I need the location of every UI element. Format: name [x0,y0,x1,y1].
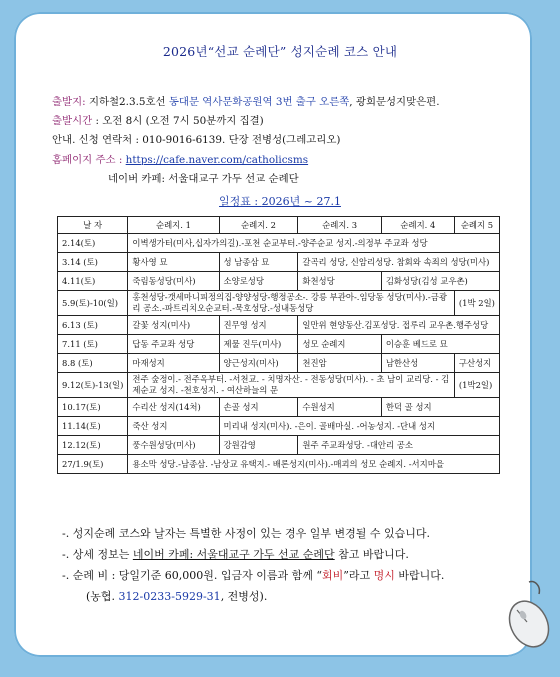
homepage-link[interactable]: https://cafe.naver.com/catholicsms [125,153,309,166]
account-bank: (농협. [86,590,119,603]
row-site: 양근성지(미사) [219,354,298,373]
table-row [58,272,500,291]
table-row [58,335,500,354]
account-number: 312-0233-5929-31 [118,590,221,603]
note-text: ”라고 [343,569,374,582]
schedule-table [57,216,500,474]
depart-time-row [52,112,512,131]
header-site-2: 순례지. 2 [219,217,298,234]
table-row [58,373,500,398]
note-text: 바랍니다. [394,569,445,582]
row-date: 9.12(토)-13(일) [58,373,128,398]
contact-label: 안내. 신청 연락처 [52,134,133,147]
row-site: 갈꽃 성지(미사) [128,316,219,335]
row-date: 8.8 (토) [58,354,128,373]
row-site: 구산성지 [454,354,499,373]
row-site: 성 남종삼 묘 [219,253,298,272]
depart-time-value: : 오전 8시 (오전 7시 50분까지 집결) [92,115,264,128]
row-duration: (1박 2일) [454,291,499,316]
note-highlight: 회비 [322,569,344,582]
header-site-3: 순례지. 3 [298,217,381,234]
table-header-row [58,217,500,234]
row-site: 죽림동성당(미사) [128,272,219,291]
row-site: 성모 순례지 [298,335,381,354]
row-site: 김화성당(김성 교우촌) [381,272,499,291]
homepage-sub: 네이버 카페: 서울대교구 가두 선교 순례단 [108,172,299,185]
note-text: -. 상세 정보는 [62,548,133,561]
header-site-1: 순례지. 1 [128,217,219,234]
contact-value: : 010-9016-6139. 단장 전병성(그레고리오) [132,134,341,147]
row-site: 제물 진두(미사) [219,335,298,354]
row-date: 7.11 (토) [58,335,128,354]
note-cafe-name: 네이버 카페: 서울대교구 가두 선교 순례단 [132,548,335,561]
row-site: 황사영 묘 [128,253,219,272]
info-block [52,93,512,189]
row-site: 풍수원성당(미사) [128,436,219,455]
depart-place-label: 출발지: [52,96,86,108]
note-text: -. 순례 비 : 당일기준 60,000원. 입금자 이름과 함께 “ [62,569,323,582]
depart-place-text: 지하철2.3.5호선 [88,96,169,108]
row-itinerary: 전주 숲정이.- 전주옥부터. -서천교. - 치명자산. - 전동성당(미사). - 초 남이 교리당. - 김제순교 성지. -천호성지. - 여산하늘의 문 [128,373,455,398]
row-site: 강원감영 [219,436,298,455]
row-itinerary: 용소막 성당.-남종삼. -남상교 유택지.- 배론성지(미사).-매괴의 성모 순례지. -서지마을 [128,455,500,474]
row-date: 12.12(토) [58,436,128,455]
schedule-title [0,193,560,209]
depart-place-station: 동대문 역사문화공원역 3번 출구 오른쪽 [168,96,350,108]
depart-time-label: 출발시간 [52,115,93,128]
row-site: 소양로성당 [219,272,298,291]
row-site: 화천성당 [298,272,381,291]
row-site: 한덕 골 성지 [381,398,499,417]
note-line [62,544,532,565]
table-row [58,253,500,272]
schedule-title-label: 일정표 : [219,195,262,208]
row-date: 6.13 (토) [58,316,128,335]
row-duration: (1박2일) [454,373,499,398]
row-site: 수원성지 [298,398,381,417]
schedule-title-range: 2026년 ~ 27.1 [261,195,341,208]
table-row [58,455,500,474]
row-date: 4.11(토) [58,272,128,291]
header-site-4: 순례지. 4 [381,217,454,234]
row-site: 이승훈 베드로 묘 [381,335,499,354]
row-date: 3.14 (토) [58,253,128,272]
row-site: 수리산 성지(14처) [128,398,219,417]
page-title: 2026년“선교 순례단” 성지순례 코스 안내 [162,44,398,59]
row-itinerary: 미리내 성지(미사). -은이. 골배마실. -어농성지. -단내 성지 [219,417,499,436]
row-date: 27/1.9(토) [58,455,128,474]
table-row [58,398,500,417]
note-text: 참고 바랍니다. [334,548,409,561]
depart-place-landmark: , 광희문성지맞은편. [349,96,440,108]
note-line: -. 성지순례 코스와 날자는 특별한 사정이 있는 경우 일부 변경될 수 있습니다. [62,527,430,540]
homepage-label: 홈페이지 주소 : [52,153,123,166]
account-holder: , 전병성). [220,590,268,603]
row-date: 5.9(토)-10(일) [58,291,128,316]
row-site: 답동 주교좌 성당 [128,335,219,354]
row-date: 2.14(토) [58,234,128,253]
row-itinerary: 홍천성당-갯세마니피정의집-양양성당-행정공소-. 강릉 부관아-.임당동 성당(미사).-금광리 공소.-파트리치오순교터.-묵호성당.-성내동성당 [128,291,455,316]
row-site: 남한산성 [381,354,454,373]
note-line [62,565,532,586]
row-itinerary: 원주 주교좌성당. -대안리 공소 [298,436,500,455]
notes [62,523,532,607]
table-row [58,436,500,455]
row-site: 손골 성지 [219,398,298,417]
table-row [58,316,500,335]
account-line [62,586,532,607]
row-itinerary: 일만위 현양동산.김포성당. 접루리 교우촌.행주성당 [298,316,500,335]
row-itinerary: 갈곡리 성당, 신암리성당. 참회와 속죄의 성당(미사) [298,253,500,272]
row-date: 10.17(토) [58,398,128,417]
table-row [58,417,500,436]
row-site: 진무영 성지 [219,316,298,335]
note-highlight: 명시 [373,569,395,582]
row-site: 천진암 [298,354,381,373]
homepage-sub-row [52,170,512,189]
row-itinerary: 이벽생가터(미사,십자가의길).-포천 순교부터.-양주순교 성지.-의정부 주교좌 성당 [128,234,500,253]
contact-row [52,131,512,150]
table-row [58,234,500,253]
row-date: 11.14(토) [58,417,128,436]
header-date: 날 자 [58,217,128,234]
computer-mouse-icon [505,580,553,654]
row-site: 죽산 성지 [128,417,219,436]
header-site-5: 순례지 5 [454,217,499,234]
homepage-row [52,151,512,170]
table-row [58,354,500,373]
table-row [58,291,500,316]
depart-place-row [52,93,512,112]
row-site: 마재성지 [128,354,219,373]
